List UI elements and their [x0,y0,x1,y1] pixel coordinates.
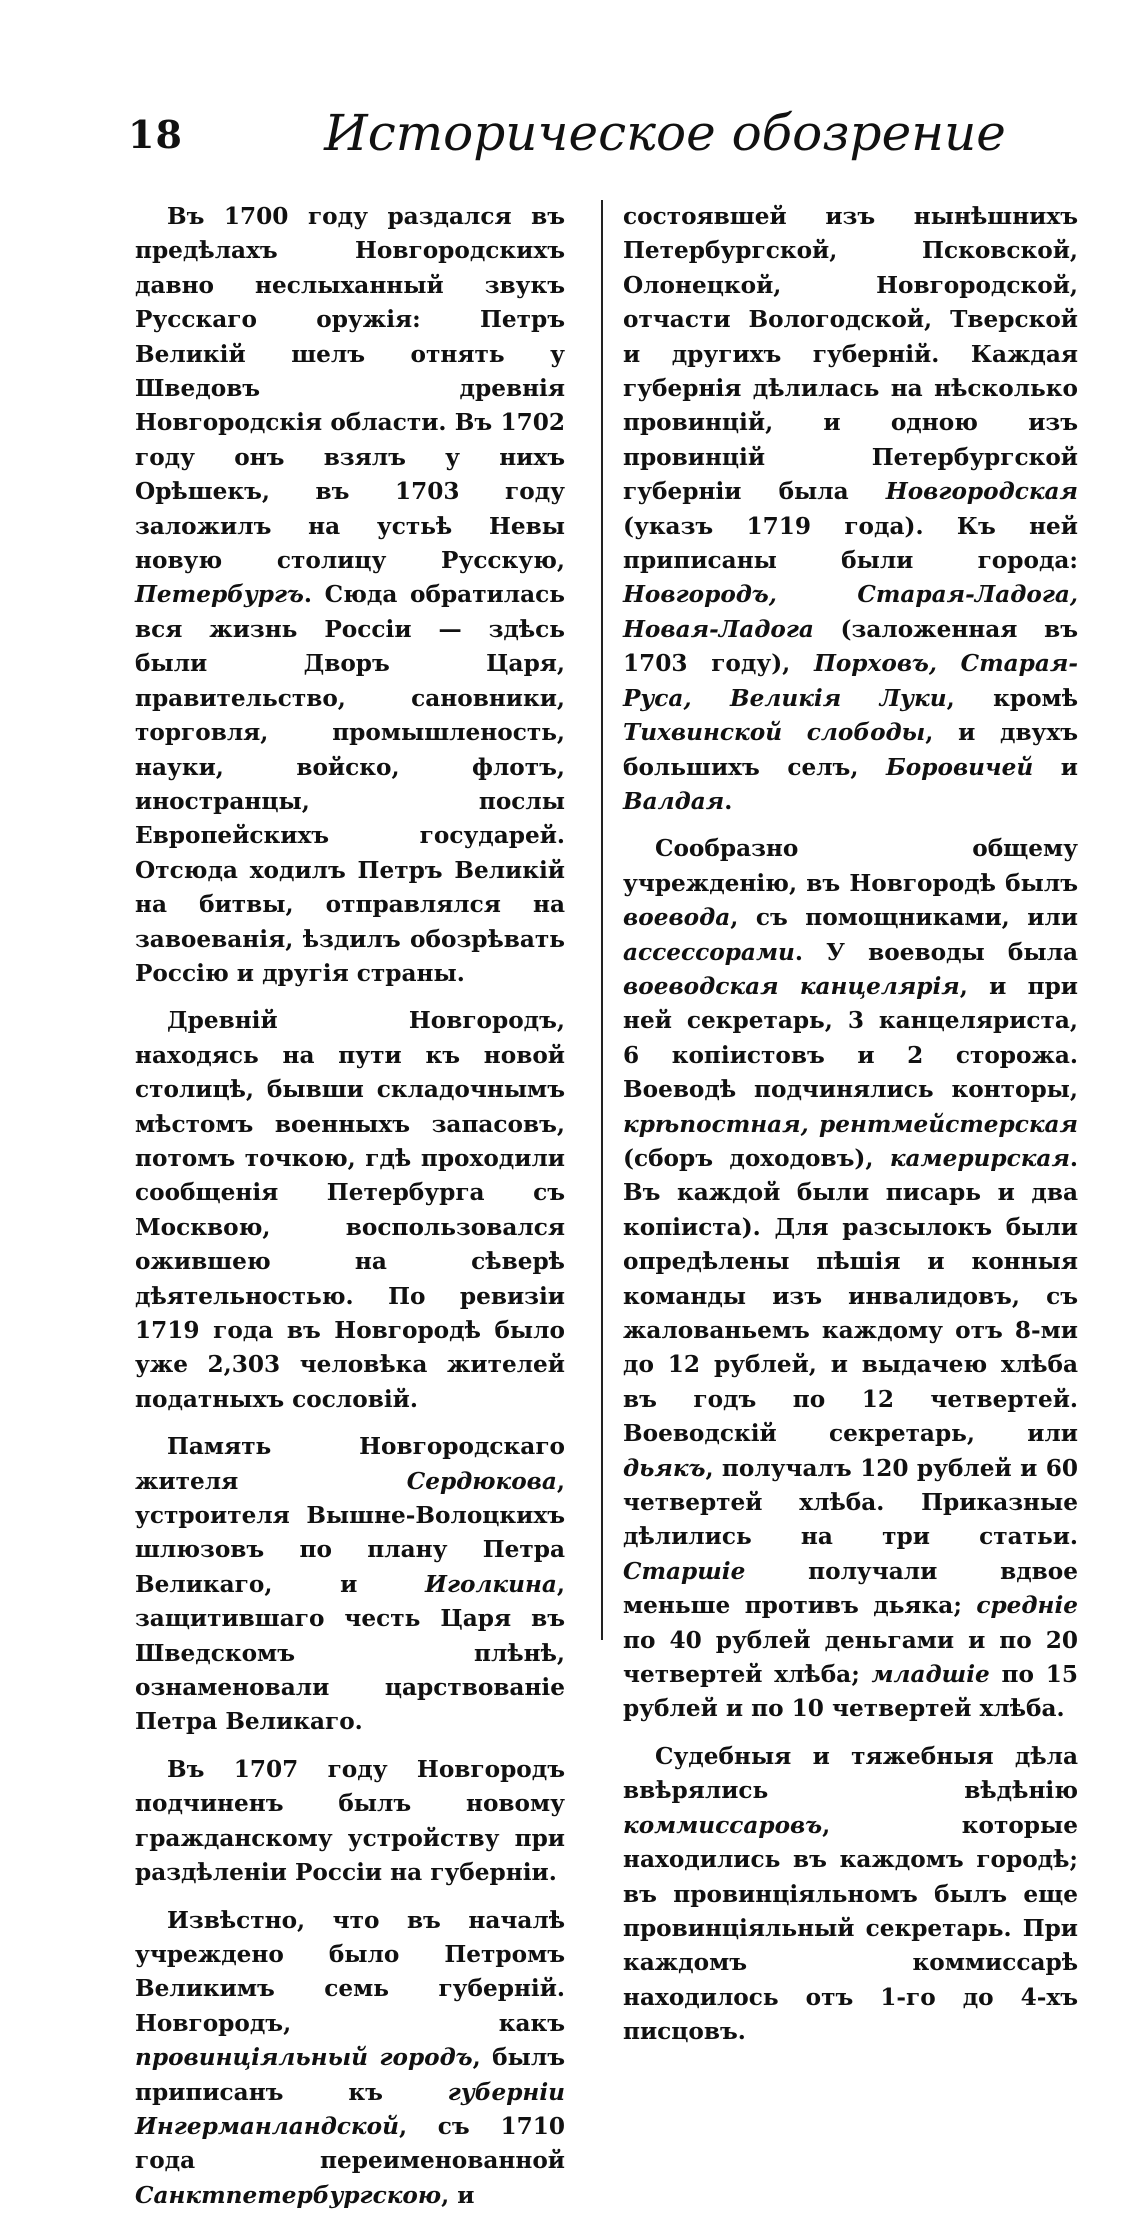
italic-term: Санктпетербургскою [135,2181,442,2209]
text-run: (указъ 1719 года). Къ ней приписаны были города: [623,512,1078,575]
text-run: состоявшей изъ нынѣшнихъ Петербургской, Псковской, Олонецкой, Новгородской, отчасти Вологодской, Тверской и другихъ губерній. Каждая губернія дѣлилась на нѣсколько провинцій, и одною изъ провинцій Петербургской губерніи была [623,203,1078,506]
italic-term: Боровичей [885,753,1034,781]
text-run: . Въ каждой были писарь и два копіиста). Для разсылокъ были опредѣлены пѣшія и конныя команды изъ инвалидовъ, съ жалованьемъ каждому отъ 8-ми до 12 рублей, и выдачею хлѣба въ годъ по 12 четвертей. Воеводскій секретарь, или [623,1144,1078,1448]
italic-term: крѣпостная, рентмейстерская [623,1110,1078,1138]
italic-term: губерніи Ингерманландской [135,2078,565,2140]
italic-term: Тихвинской слободы [623,719,926,747]
text-run: Сообразно общему учрежденію, въ Новгородѣ былъ [623,835,1078,897]
paragraph [623,1740,1078,2050]
text-run: получали вдвое меньше противъ дьяка; [623,1557,1078,1620]
text-run: Судебныя и тяжебныя дѣла ввѣрялись вѣдѣнію [623,1742,1078,1805]
italic-term: воеводская канцелярія [623,972,960,1000]
text-run: Извѣстно, что въ началѣ учреждено было Петромъ Великимъ семь губерній. Новгородъ, какъ [135,1906,565,2037]
italic-term: воевода [623,904,731,932]
running-head-title: Историческое обозрение [324,104,1006,162]
text-run: , съ 1710 года переименованной [135,2112,565,2175]
text-run: , и при ней секретарь, 3 канцеляриста, 6 копіистовъ и 2 сторожа. Воеводѣ подчинялись конторы, [623,972,1078,1104]
column-divider [601,200,603,1640]
text-run: Въ 1700 году раздался въ предѣлахъ Новгородскихъ давно неслыханный звукъ Русскаго оружія: Петръ Великій шелъ отнять у Шведовъ древнія Новгородскія области. Въ 1702 году онъ взялъ у нихъ Орѣшекъ, въ 1703 году заложилъ на устьѣ Невы новую столицу Русскую, [135,203,565,575]
text-run: по 15 рублей и по 10 четвертей хлѣба. [623,1661,1078,1723]
text-run: . Сюда обратилась вся жизнь Россіи — здѣсь были Дворъ Царя, правительство, сановники, торговля, промышленость, науки, войско, флотъ, иностранцы, послы Европейскихъ государей. Отсюда ходилъ Петръ Великій на битвы, отправлялся на завоеванія, ѣздилъ обозрѣвать Россію и другія страны. [135,581,565,987]
paragraph [135,1430,565,1740]
text-run: и [1033,753,1078,781]
text-run: , съ помощниками, или [730,904,1078,932]
text-run: . [724,787,733,815]
italic-term: Сердюкова [406,1467,557,1495]
italic-term: средніе [976,1592,1078,1620]
left-column [135,200,565,2226]
italic-term: коммиссаровъ [623,1811,823,1839]
page-number: 18 [128,112,183,157]
italic-term: Валдая [623,787,725,815]
paragraph: Въ 1707 году Новгородъ подчиненъ былъ новому гражданскому устройству при раздѣленіи Россіи на губерніи. [135,1755,565,1887]
italic-term: младшіе [871,1661,990,1689]
italic-term: Новгородская [885,478,1078,506]
italic-term: Порховъ, Старая-Руса, Великія Луки [623,650,1078,712]
text-run: , защитившаго честь Царя въ Шведскомъ плѣнѣ, ознаменовали царствованіе Петра Великаго. [135,1570,565,1736]
italic-term: провинціяльный городъ [135,2044,473,2072]
italic-term: ассессорами [623,938,795,966]
right-column [623,200,1078,2063]
italic-term: дьякъ [623,1454,706,1482]
paragraph: Древній Новгородъ, находясь на пути къ новой столицѣ, бывши складочнымъ мѣстомъ военныхъ запасовъ, потомъ точкою, гдѣ проходили сообщенія Петербурга съ Москвою, воспользовался ожившею на сѣверѣ дѣятельностью. По ревизіи 1719 года въ Новгородѣ было уже 2,303 человѣка жителей податныхъ сословій. [135,1007,565,1413]
paragraph [135,200,565,991]
paragraph [135,1904,565,2214]
text-run: (сборъ доходовъ), [623,1144,890,1172]
paragraph [623,200,1078,819]
italic-term: Петербургъ [135,581,304,609]
text-run: по 40 рублей деньгами и по 20 четвертей хлѣба; [623,1626,1078,1689]
text-run: Память Новгородскаго жителя [135,1433,565,1495]
italic-term: камерирская [889,1144,1070,1172]
italic-term: Старшіе [623,1557,746,1585]
text-run: , устроителя Вышне-Волоцкихъ шлюзовъ по плану Петра Великаго, и [135,1467,565,1598]
italic-term: Новгородъ, Старая-Ладога, Новая-Ладога [623,581,1078,643]
text-run: , былъ приписанъ къ [135,2044,565,2106]
italic-term: Иголкина [425,1570,557,1598]
text-run: , кромѣ [946,684,1078,712]
text-run: , и [441,2181,475,2209]
paragraph [623,832,1078,1727]
text-run: . У воеводы была [794,938,1078,966]
text-run: , которые находились въ каждомъ городѣ; въ провинціяльномъ былъ еще провинціяльный секретарь. При каждомъ коммиссарѣ находилось отъ 1-го до 4-хъ писцовъ. [623,1811,1078,2046]
text-run: , и двухъ большихъ селъ, [623,719,1079,781]
text-run: (заложенная въ 1703 году), [623,615,1078,678]
text-run: , получалъ 120 рублей и 60 четвертей хлѣба. Приказные дѣлились на три статьи. [623,1454,1078,1551]
